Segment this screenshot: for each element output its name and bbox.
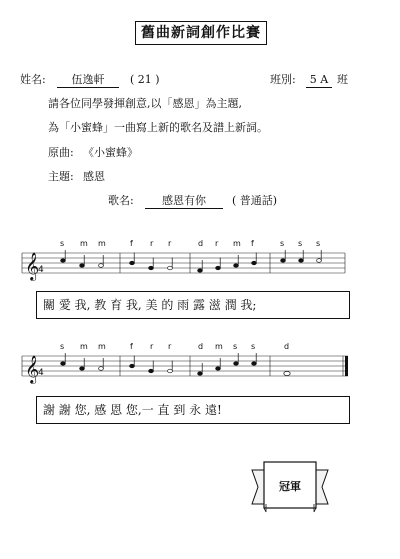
time-signature: 4	[38, 265, 44, 275]
solfa-syllable: s	[298, 239, 303, 248]
music-staff-2	[0, 351, 400, 391]
class-value: 5 A	[306, 73, 332, 88]
solfa-syllable: f	[251, 239, 254, 248]
lyrics-line-2: 謝 謝 您, 感 恩 您,一 直 到 永 遠!	[43, 403, 222, 417]
solfa-syllable: s	[251, 342, 256, 351]
instruction-line-1: 請各位同學發揮創意,以「感恩」為主題,	[48, 97, 242, 110]
treble-clef-icon: 𝄞	[25, 355, 40, 383]
solfa-syllable: m	[80, 239, 88, 248]
original-label: 原曲:	[48, 146, 74, 159]
solfa-syllable: f	[130, 342, 133, 351]
solfa-syllable: r	[168, 239, 172, 248]
solfa-syllable: f	[130, 239, 133, 248]
original-value: 《小蜜蜂》	[83, 146, 138, 159]
solfa-syllable: r	[168, 342, 172, 351]
solfa-syllable: d	[198, 342, 204, 351]
solfa-syllable: m	[80, 342, 88, 351]
class-label: 班別:	[270, 73, 296, 86]
solfa-syllable: m	[98, 239, 106, 248]
solfa-syllable: m	[233, 239, 241, 248]
theme-label: 主題:	[48, 170, 74, 183]
solfa-syllable: m	[98, 342, 106, 351]
champion-label: 冠軍	[279, 480, 301, 493]
lyrics-box-1	[36, 291, 350, 319]
solfa-syllable: s	[60, 239, 65, 248]
note-heads	[61, 250, 322, 272]
name-value: 伍逸軒	[57, 73, 119, 88]
song-language-note: ( 普通話)	[232, 194, 278, 207]
solfa-syllable: m	[215, 342, 223, 351]
solfa-syllable: s	[60, 342, 65, 351]
lyrics-line-1: 關 愛 我, 教 育 我, 美 的 雨 露 滋 潤 我;	[43, 298, 257, 312]
music-staff-1	[0, 248, 400, 288]
solfa-syllable: r	[215, 239, 219, 248]
theme-value: 感恩	[83, 170, 105, 183]
solfa-syllable: d	[198, 239, 204, 248]
page-title: 舊曲新詞創作比賽	[135, 21, 267, 45]
instruction-line-2: 為「小蜜蜂」一曲寫上新的歌名及譜上新詞。	[48, 121, 268, 134]
solfa-syllable: r	[150, 239, 154, 248]
solfa-syllable: r	[150, 342, 154, 351]
class-suffix: 班	[337, 73, 348, 86]
name-label: 姓名:	[20, 73, 46, 86]
seat-number: ( 21 )	[130, 73, 160, 86]
solfa-syllable: s	[316, 239, 321, 248]
final-barline	[345, 356, 348, 376]
treble-clef-icon: 𝄞	[25, 252, 40, 280]
time-signature: 4	[38, 368, 44, 378]
lyrics-box-2	[36, 396, 350, 424]
solfa-syllable: s	[280, 239, 285, 248]
solfa-syllable: s	[233, 342, 238, 351]
note-heads	[61, 353, 291, 376]
song-title-label: 歌名:	[108, 194, 134, 207]
solfa-syllable: d	[284, 342, 290, 351]
song-title-value: 感恩有你	[145, 194, 223, 209]
